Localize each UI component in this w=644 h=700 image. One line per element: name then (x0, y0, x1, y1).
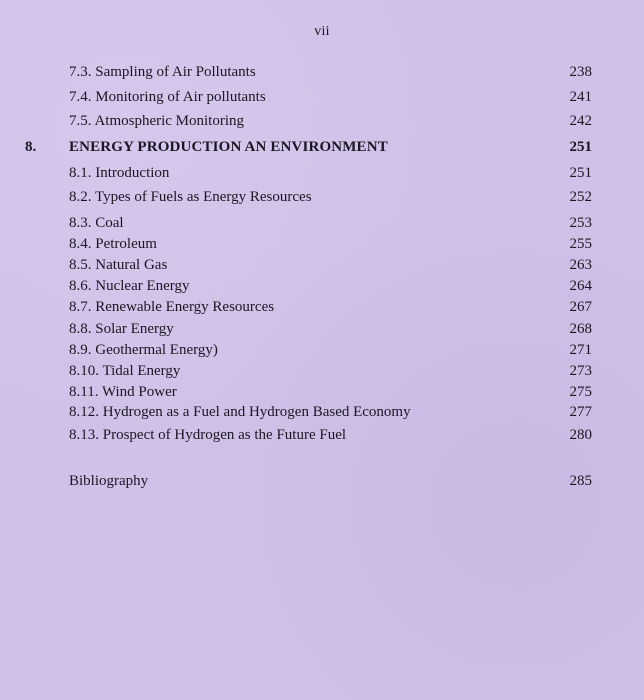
toc-entry-number: 8.9. (69, 342, 92, 358)
toc-entry-8-9 (0, 339, 644, 361)
toc-entry-text: Types of Fuels as Energy Resources (94, 189, 312, 205)
toc-entry-page: 280 (569, 427, 592, 443)
toc-entry-text: Solar Energy (95, 321, 174, 337)
toc-entry-number: 7.5. (69, 113, 92, 129)
toc-entry-page: 277 (569, 404, 592, 420)
toc-entry-7-4 (0, 86, 644, 108)
toc-entry-title (69, 254, 167, 276)
toc-entry-number: 8.3. (69, 215, 92, 231)
toc-entry-page: 252 (569, 189, 592, 205)
toc-entry-title (69, 212, 124, 234)
toc-entry-number: 8.1. (69, 165, 92, 181)
toc-entry-8-8 (0, 318, 644, 340)
toc-entry-page: 238 (569, 64, 592, 80)
toc-entry-title (69, 110, 244, 132)
toc-entry-text: Renewable Energy Resources (95, 299, 275, 315)
bibliography-title: Bibliography (69, 473, 149, 489)
toc-entry-text: Wind Power (101, 384, 177, 400)
toc-entry-8-5 (0, 254, 644, 276)
toc-entry-title (69, 360, 180, 382)
toc-entry-number: 7.3. (69, 64, 92, 80)
toc-entry-number: 8.5. (69, 257, 92, 273)
toc-entry-text: Petroleum (95, 236, 157, 252)
toc-entry-text: Natural Gas (95, 257, 168, 273)
toc-entry-number: 7.4. (69, 89, 92, 105)
page-number: vii (314, 24, 330, 39)
toc-entry-8-12 (0, 401, 644, 423)
toc-entry-title (69, 296, 274, 318)
toc-entry-8-13 (0, 424, 644, 446)
toc-entry-title (69, 381, 177, 403)
toc-entry-title (69, 318, 174, 340)
toc-entry-page: 255 (569, 236, 592, 252)
toc-entry-8-11 (0, 381, 644, 403)
chapter-page: 251 (569, 139, 592, 155)
toc-entry-title (69, 86, 266, 108)
bibliography-page: 285 (569, 473, 592, 489)
toc-entry-page: 275 (569, 384, 592, 400)
toc-entry-7-3 (0, 61, 644, 83)
toc-entry-number: 8.4. (69, 236, 92, 252)
toc-entry-number: 8.12. (69, 404, 99, 420)
toc-entry-page: 271 (569, 342, 592, 358)
toc-entry-title (69, 186, 312, 208)
toc-entry-title (69, 339, 218, 361)
toc-entry-text: Hydrogen as a Fuel and Hydrogen Based Economy (102, 404, 411, 420)
toc-entry-page: 267 (569, 299, 592, 315)
toc-entry-number: 8.10. (69, 363, 99, 379)
toc-entry-7-5 (0, 110, 644, 132)
toc-entry-8-3 (0, 212, 644, 234)
toc-entry-title (69, 401, 411, 423)
toc-entry-number: 8.13. (69, 427, 99, 443)
toc-entry-text: Geothermal Energy) (95, 342, 218, 358)
toc-entry-page: 242 (569, 113, 592, 129)
toc-entry-title (69, 162, 169, 184)
toc-entry-text: Atmospheric Monitoring (94, 113, 245, 129)
toc-entry-page: 268 (569, 321, 592, 337)
toc-entry-page: 253 (569, 215, 592, 231)
toc-entry-page: 264 (569, 278, 592, 294)
toc-entry-number: 8.6. (69, 278, 92, 294)
toc-bibliography (0, 470, 644, 492)
chapter-title: ENERGY PRODUCTION AN ENVIRONMENT (69, 139, 388, 155)
toc-entry-number: 8.8. (69, 321, 92, 337)
toc-entry-page: 241 (569, 89, 592, 105)
toc-entry-8-2 (0, 186, 644, 208)
chapter-number: 8. (25, 139, 37, 155)
toc-entry-page: 251 (569, 165, 592, 181)
toc-entry-8-1 (0, 162, 644, 184)
toc-entry-text: Sampling of Air Pollutants (95, 64, 256, 80)
toc-entry-text: Nuclear Energy (95, 278, 190, 294)
toc-entry-page: 263 (569, 257, 592, 273)
toc-entry-8-7 (0, 296, 644, 318)
toc-entry-text: Tidal Energy (102, 363, 181, 379)
toc-entry-title (69, 61, 256, 83)
toc-entry-text: Prospect of Hydrogen as the Future Fuel (102, 427, 347, 443)
toc-entry-title (69, 424, 346, 446)
toc-entry-number: 8.7. (69, 299, 92, 315)
toc-entry-text: Monitoring of Air pollutants (95, 89, 266, 105)
toc-entry-text: Coal (95, 215, 124, 231)
toc-entry-8-6 (0, 275, 644, 297)
toc-entry-text: Introduction (95, 165, 170, 181)
toc-entry-title (69, 233, 157, 255)
toc-entry-8-4 (0, 233, 644, 255)
toc-entry-number: 8.2. (69, 189, 92, 205)
toc-chapter-8 (0, 136, 644, 158)
toc-entry-page: 273 (569, 363, 592, 379)
toc-entry-8-10 (0, 360, 644, 382)
toc-entry-number: 8.11. (69, 384, 99, 400)
toc-entry-title (69, 275, 190, 297)
